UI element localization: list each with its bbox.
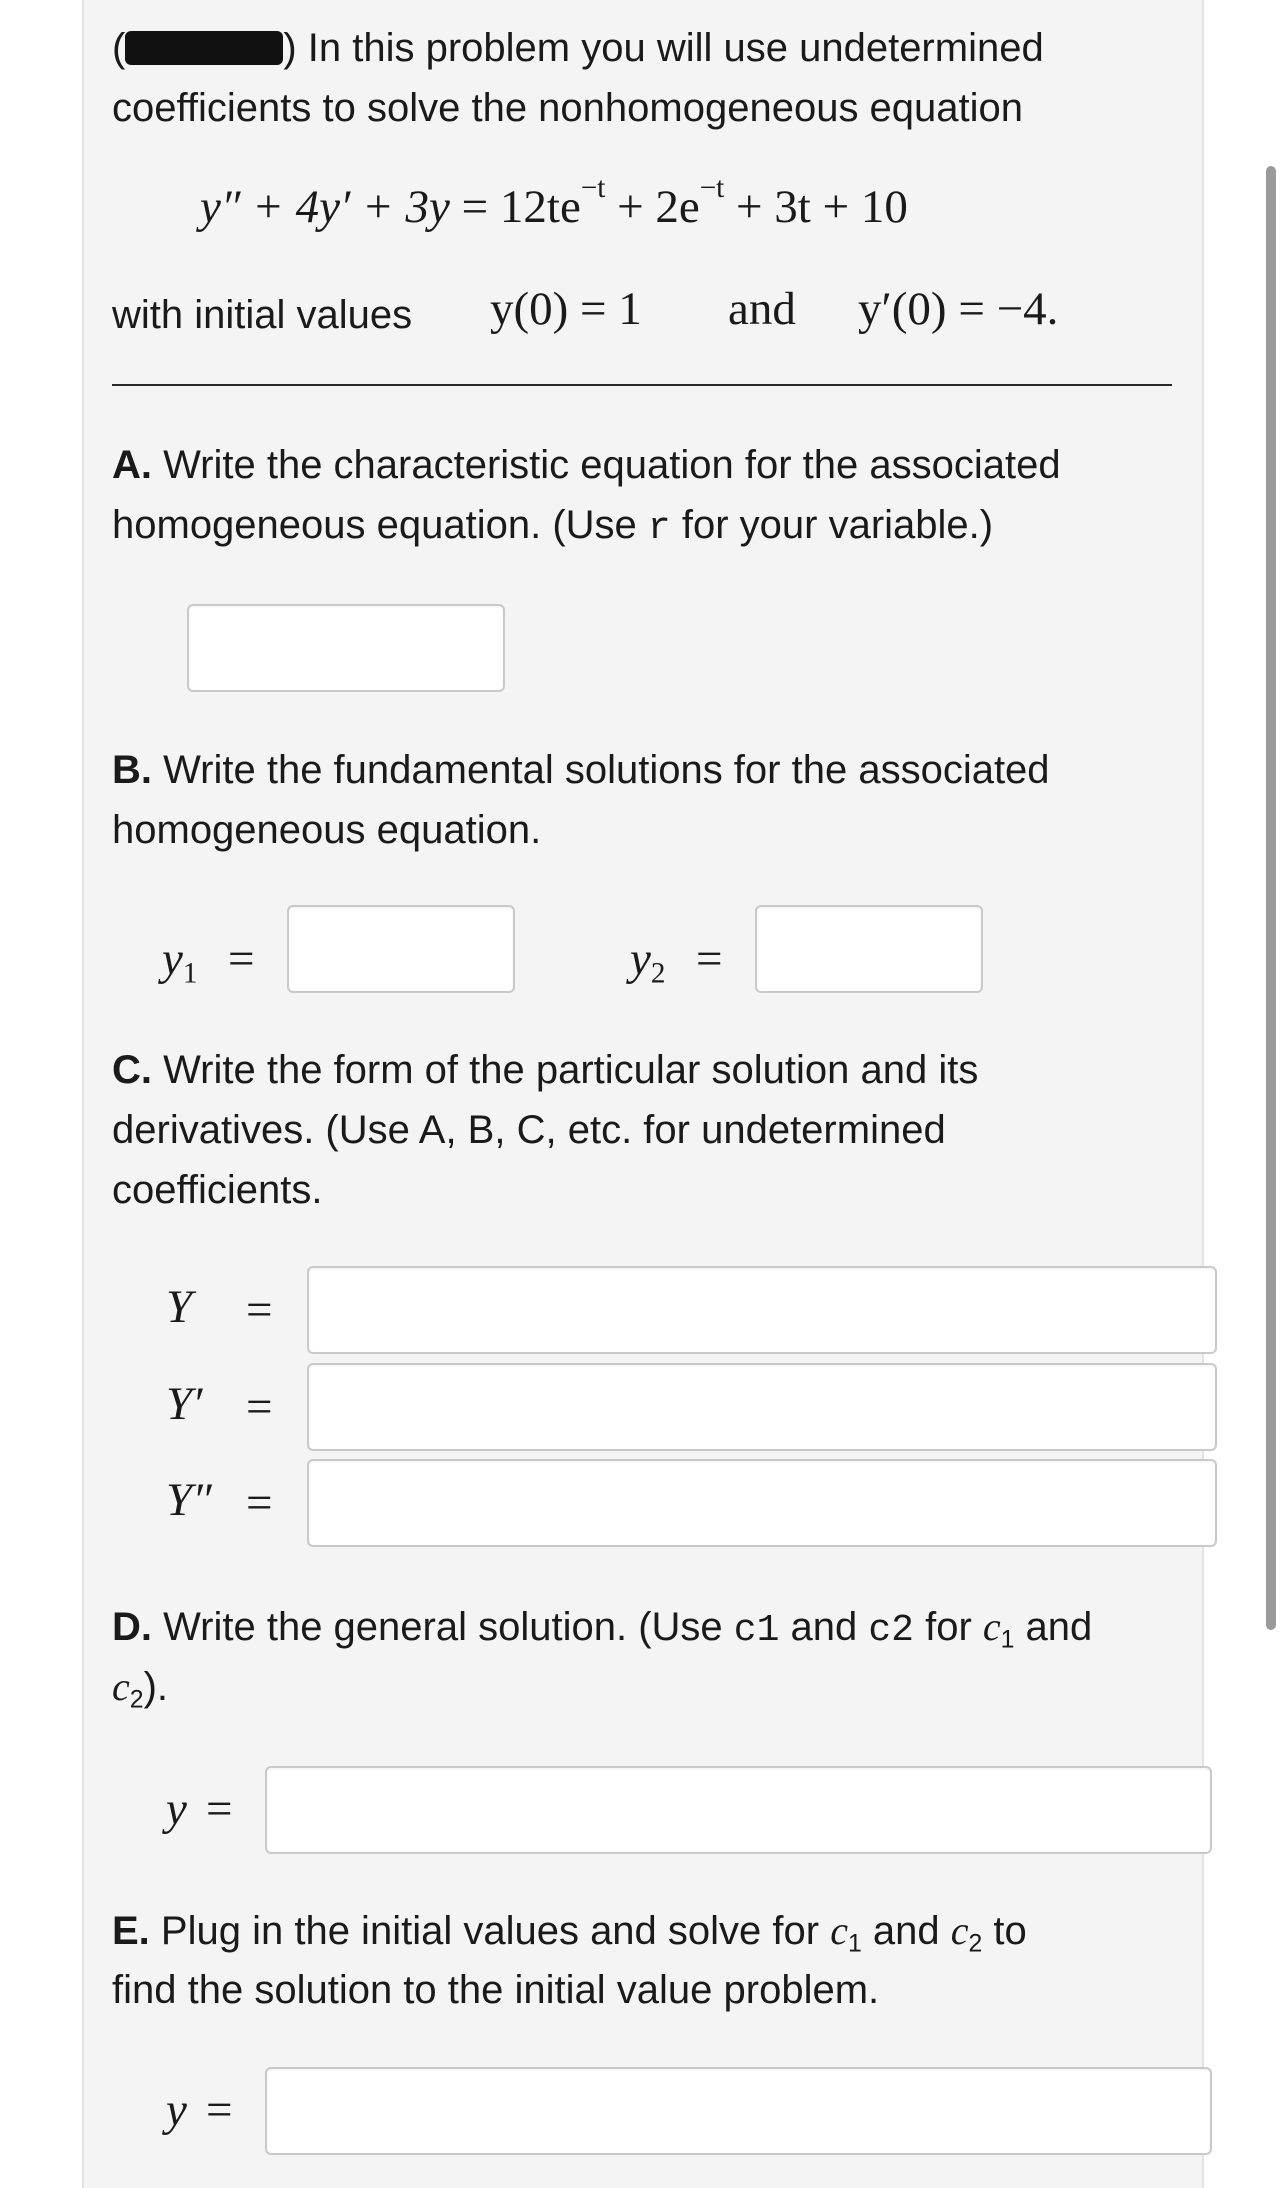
general-y-label: y: [166, 1783, 187, 1835]
equation-lhs: y″ + 4y′ + 3y: [200, 181, 450, 233]
Y-prime-equals: =: [246, 1381, 273, 1433]
Y-equals: =: [246, 1284, 273, 1336]
equation-rhs-a: = 12te: [461, 181, 581, 233]
main-equation: [200, 172, 908, 234]
part-a-line-1: [112, 435, 1061, 496]
part-d-line-1: D. Write the general solution. (Use c1 and c2 for $c_1$ and: [112, 1604, 1093, 1654]
particular-solution-input[interactable]: [307, 1266, 1217, 1354]
part-b-line-2: homogeneous equation.: [112, 808, 542, 852]
initial-values-label: with initial values: [112, 293, 413, 337]
part-c-line-2: derivatives. (Use A, B, C, etc. for undetermined: [112, 1108, 946, 1152]
ivp-y-label: y: [166, 2084, 187, 2136]
particular-derivative-input[interactable]: [307, 1363, 1217, 1451]
part-b-line-1: [112, 740, 1050, 801]
part-c-line-1: [112, 1040, 978, 1101]
initial-condition-1: y(0) = 1: [490, 283, 642, 335]
part-d-line-2: $c_2$).: [112, 1664, 168, 1714]
part-a-text-2-pre: homogeneous equation. (Use: [112, 503, 648, 547]
y1-label: $y_1$: [162, 933, 198, 990]
y2-equals: =: [696, 933, 723, 985]
part-e-sym-c1: c: [830, 1908, 848, 1953]
scrollbar[interactable]: [1266, 166, 1276, 1630]
part-d-c1: c1: [733, 1609, 780, 1652]
part-d-c2: c2: [868, 1609, 914, 1652]
part-e-line-1: E. Plug in the initial values and solve for $c_1$ and $c_2$ to: [112, 1908, 1027, 1958]
redacted-points: [125, 31, 283, 65]
y2-input[interactable]: [755, 905, 983, 993]
part-d-sym-c2: c: [112, 1664, 130, 1709]
part-d-letter: D.: [112, 1605, 152, 1649]
part-c-line-3: coefficients.: [112, 1168, 323, 1212]
part-a-line-2: [112, 495, 993, 559]
part-e-sym-c2: c: [950, 1908, 969, 1953]
divider-rule: [112, 384, 1172, 386]
part-a-letter: A.: [112, 443, 152, 487]
initial-values-and: and: [728, 283, 796, 335]
part-a-variable: r: [647, 507, 671, 550]
part-e-line-2: find the solution to the initial value problem.: [112, 1968, 880, 2012]
Y-double-prime-equals: =: [246, 1477, 273, 1529]
part-b-text-1: Write the fundamental solutions for the associated: [163, 748, 1050, 792]
intro-line-1-text: ) In this problem you will use undetermined: [283, 26, 1044, 70]
equation-rhs-c: + 3t + 10: [736, 181, 908, 233]
intro-line-1: [112, 18, 1044, 79]
Y-label: Y: [166, 1281, 193, 1333]
equation-exp-2: −t: [699, 172, 725, 205]
y2-label: $y_2$: [630, 933, 666, 990]
equation-exp-1: −t: [580, 172, 606, 205]
characteristic-equation-input[interactable]: [187, 604, 505, 692]
equation-rhs-b: + 2e: [617, 181, 700, 233]
Y-prime-label: Y′: [166, 1378, 203, 1430]
general-solution-input[interactable]: [265, 1766, 1212, 1854]
Y-double-prime-label: Y″: [166, 1474, 212, 1526]
part-a-text-1: Write the characteristic equation for the associated: [163, 443, 1061, 487]
part-a-text-2-post: for your variable.): [670, 503, 994, 547]
general-y-equals: =: [206, 1783, 233, 1835]
intro-line-2: coefficients to solve the nonhomogeneous equation: [112, 86, 1024, 130]
part-c-letter: C.: [112, 1048, 152, 1092]
y1-equals: =: [228, 933, 255, 985]
intro-open-paren: (: [112, 26, 126, 70]
ivp-solution-input[interactable]: [265, 2067, 1212, 2155]
part-c-text-1: Write the form of the particular solution and its: [163, 1048, 979, 1092]
y1-input[interactable]: [287, 905, 515, 993]
particular-second-derivative-input[interactable]: [307, 1459, 1217, 1547]
part-d-sym-c1: c: [982, 1604, 1001, 1649]
part-e-letter: E.: [112, 1909, 150, 1953]
ivp-y-equals: =: [206, 2084, 233, 2136]
part-b-letter: B.: [112, 748, 152, 792]
initial-condition-2: y′(0) = −4.: [858, 283, 1059, 335]
